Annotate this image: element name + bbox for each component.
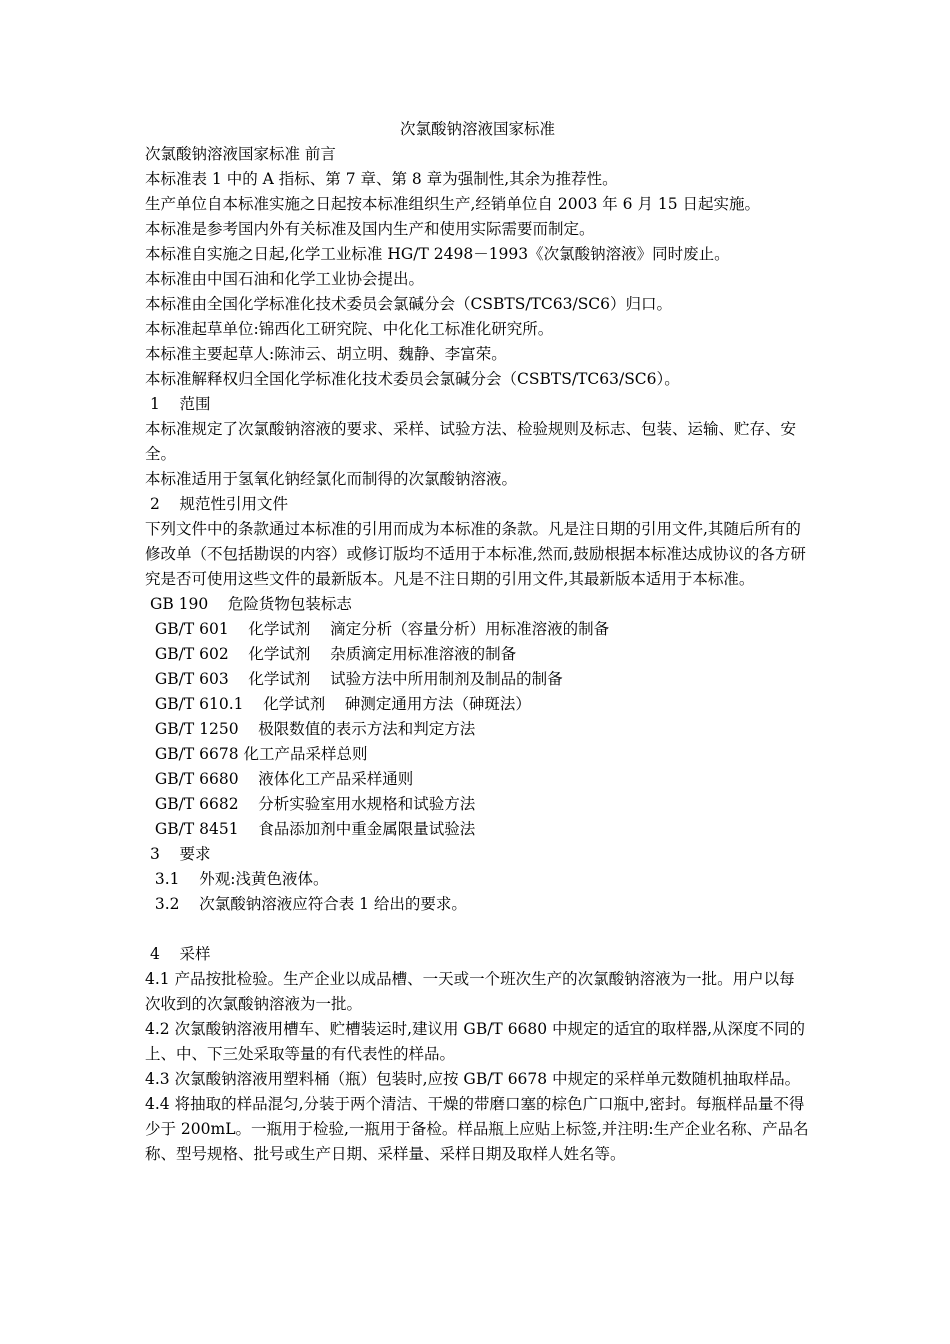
clause-item: 4.2 次氯酸钠溶液用槽车、贮槽装运时,建议用 GB/T 6680 中规定的适宜的取样器,从深度不同的上、中、下三处采取等量的有代表性的样品。 (145, 1020, 805, 1063)
document-title: 次氯酸钠溶液国家标准 (399, 120, 555, 138)
section-heading: 2 规范性引用文件 (145, 495, 289, 513)
clause-item: 4.1 产品按批检验。生产企业以成品槽、一天或一个班次生产的次氯酸钠溶液为一批。用户以每次收到的次氯酸钠溶液为一批。 (145, 970, 795, 1013)
blank-line (145, 917, 810, 942)
paragraph: 本标准由全国化学标准化技术委员会氯碱分会（CSBTS/TC63/SC6）归口。 (145, 295, 673, 313)
paragraph: 本标准是参考国内外有关标准及国内生产和使用实际需要而制定。 (145, 220, 595, 238)
reference-item: GB/T 601 化学试剂 滴定分析（容量分析）用标准溶液的制备 (145, 620, 610, 638)
paragraph: 本标准由中国石油和化学工业协会提出。 (145, 270, 425, 288)
reference-item: GB/T 8451 食品添加剂中重金属限量试验法 (145, 820, 476, 838)
paragraph: 生产单位自本标准实施之日起按本标准组织生产,经销单位自 2003 年 6 月 15 日起实施。 (145, 195, 761, 213)
paragraph: 本标准解释权归全国化学标准化技术委员会氯碱分会（CSBTS/TC63/SC6）。 (145, 370, 680, 388)
section-heading: 3 要求 (145, 845, 211, 863)
clause-item: 3.2 次氯酸钠溶液应符合表 1 给出的要求。 (145, 895, 467, 913)
paragraph: 下列文件中的条款通过本标准的引用而成为本标准的条款。凡是注日期的引用文件,其随后所有的修改单（不包括勘误的内容）或修订版均不适用于本标准,然而,鼓励根据本标准达成协议的各方研究是否可使用这些文件的最新版本。凡是不注日期的引用文件,其最新版本适用于本标准。 (145, 520, 806, 588)
reference-item: GB/T 1250 极限数值的表示方法和判定方法 (145, 720, 476, 738)
reference-item: GB 190 危险货物包装标志 (145, 595, 352, 613)
paragraph: 本标准自实施之日起,化学工业标准 HG/T 2498－1993《次氯酸钠溶液》同时废止。 (145, 245, 730, 263)
paragraph: 本标准表 1 中的 A 指标、第 7 章、第 8 章为强制性,其余为推荐性。 (145, 170, 618, 188)
document-body (145, 117, 810, 1167)
section-heading: 4 采样 (145, 945, 211, 963)
paragraph: 本标准规定了次氯酸钠溶液的要求、采样、试验方法、检验规则及标志、包装、运输、贮存、安全。 (145, 420, 797, 463)
paragraph: 本标准适用于氢氧化钠经氯化而制得的次氯酸钠溶液。 (145, 470, 518, 488)
clause-item: 3.1 外观:浅黄色液体。 (145, 870, 329, 888)
reference-item: GB/T 602 化学试剂 杂质滴定用标准溶液的制备 (145, 645, 517, 663)
reference-item: GB/T 6680 液体化工产品采样通则 (145, 770, 414, 788)
paragraph: 次氯酸钠溶液国家标准 前言 (145, 145, 336, 163)
reference-item: GB/T 610.1 化学试剂 砷测定通用方法（砷斑法） (145, 695, 531, 713)
paragraph: 本标准主要起草人:陈沛云、胡立明、魏静、李富荣。 (145, 345, 507, 363)
paragraph: 本标准起草单位:锦西化工研究院、中化化工标准化研究所。 (145, 320, 554, 338)
clause-item: 4.4 将抽取的样品混匀,分装于两个清洁、干燥的带磨口塞的棕色广口瓶中,密封。每瓶样品量不得少于 200mL。一瓶用于检验,一瓶用于备检。样品瓶上应贴上标签,并注明:生产企业名称、产品名称、型号规格、批号或生产日期、采样量、采样日期及取样人姓名等。 (145, 1095, 809, 1163)
clause-item: 4.3 次氯酸钠溶液用塑料桶（瓶）包装时,应按 GB/T 6678 中规定的采样单元数随机抽取样品。 (145, 1070, 801, 1088)
reference-item: GB/T 6682 分析实验室用水规格和试验方法 (145, 795, 476, 813)
section-heading: 1 范围 (145, 395, 211, 413)
reference-item: GB/T 6678 化工产品采样总则 (145, 745, 368, 763)
reference-item: GB/T 603 化学试剂 试验方法中所用制剂及制品的制备 (145, 670, 563, 688)
